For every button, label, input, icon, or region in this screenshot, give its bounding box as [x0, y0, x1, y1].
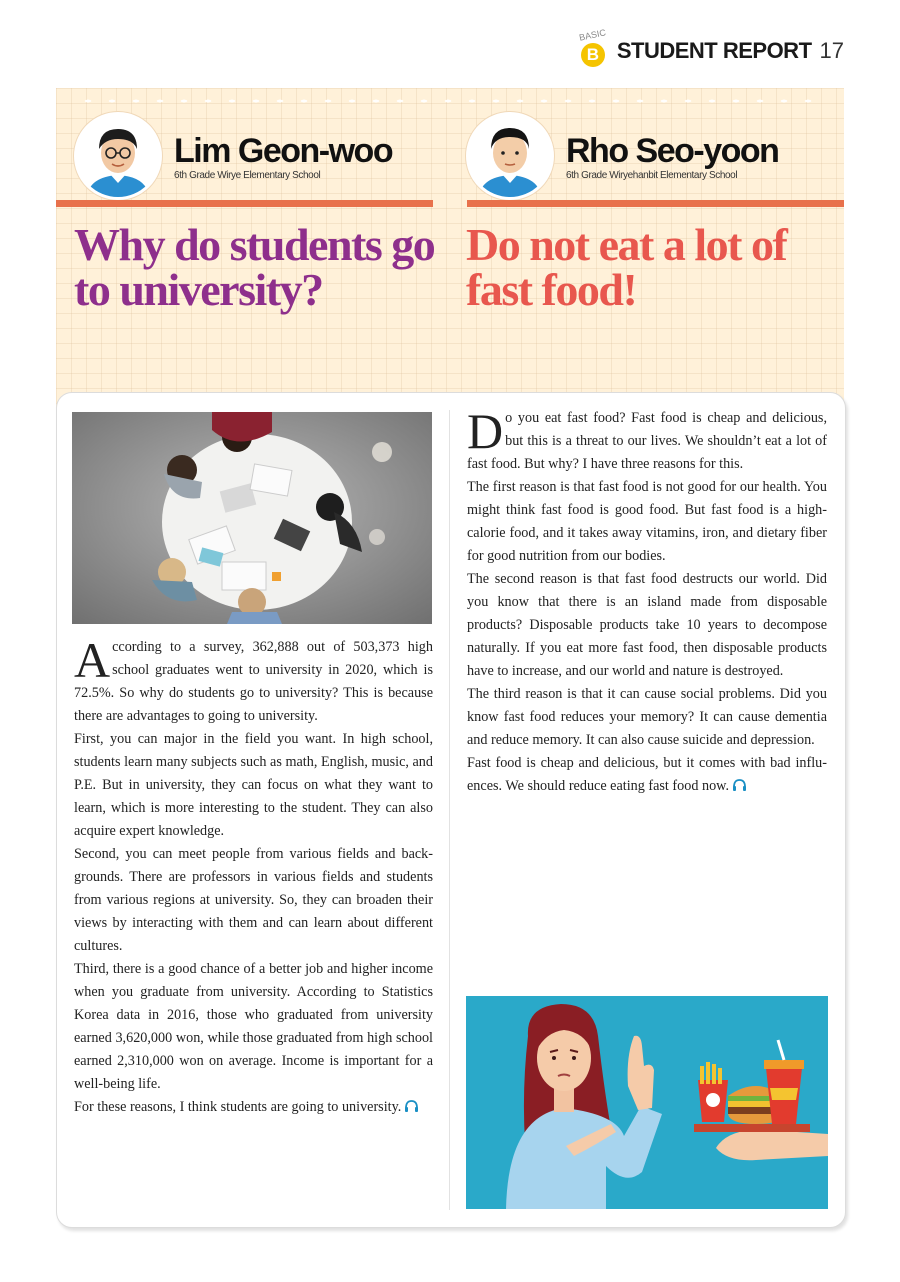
students-studying-photo	[72, 412, 432, 624]
author-left-name: Lim Geon-woo	[174, 131, 393, 170]
author-right	[466, 112, 778, 200]
left-paragraph-4: Third, there is a good chance of a better job and higher income when you graduate from university. According to Statistics Korea data in 2016, those who graduated from university earned 3,620,000 won, while those graduated from high school earned 2,310,000 won on average. Income is important for a well-being life.	[74, 961, 433, 1092]
right-paragraph-1: o you eat fast food? Fast food is cheap and delicious, but this is a threat to our lives. We shouldn’t eat a lot of fast food. But why? I have three reasons for this.	[467, 410, 827, 472]
right-drop-cap: D	[467, 403, 504, 459]
page-header	[578, 27, 844, 72]
author-right-photo	[466, 112, 554, 200]
left-paragraph-5: For these reasons, I think students are going to university.	[74, 1099, 402, 1115]
right-paragraph-5: Fast food is cheap and delicious, but it comes with bad influences. We should reduce eating fast food now.	[467, 755, 827, 794]
left-orange-rule	[56, 200, 433, 207]
right-headline-line1: Do not eat a lot of	[466, 219, 787, 270]
left-headline-line2: to university?	[74, 264, 323, 315]
section-title: STUDENT REPORT	[616, 38, 812, 63]
author-right-school: 6th Grade Wiryehanbit Elementary School	[566, 169, 738, 181]
headphones-icon	[732, 778, 747, 792]
page-number: 17	[819, 38, 844, 63]
badge-basic-label: BASIC	[578, 27, 607, 43]
right-orange-rule	[467, 200, 844, 207]
notebook-holes	[76, 96, 824, 106]
right-paragraph-2: The first reason is that fast food is not good for our health. You might think fast food is good food. But fast food is a high-calorie food, and it takes away vitamins, iron, and dietary fiber for good nutrition from our bodies.	[467, 479, 827, 564]
right-article	[467, 403, 827, 798]
right-headline-line2: fast food!	[466, 264, 637, 315]
author-right-name: Rho Seo-yoon	[566, 131, 779, 170]
basic-badge-icon	[578, 27, 609, 72]
right-headline	[466, 219, 836, 315]
right-paragraph-3: The second reason is that fast food destructs our world. Did you know that there is an island made from disposable products? Disposable products take 10 years to decompose naturally. If you eat more fast food, then disposable products have to increase, and our world and nature is destroyed.	[467, 571, 827, 679]
author-left-school: 6th Grade Wirye Elementary School	[174, 169, 321, 181]
badge-letter: B	[581, 43, 605, 67]
author-left	[74, 112, 392, 200]
right-paragraph-4: The third reason is that it can cause social problems. Did you know fast food reduces your memory? It can cause dementia and reduce memory. It can also cause suicide and depression.	[467, 686, 827, 748]
author-left-photo	[74, 112, 162, 200]
left-headline-line1: Why do students go	[74, 219, 435, 270]
column-divider	[449, 410, 450, 1210]
left-article	[74, 632, 433, 1119]
left-paragraph-2: First, you can major in the field you want. In high school, students learn many subjects such as math, English, music, and P.E. But in university, they can focus on what they want to learn, which is more interesting to the student. They can also acquire expert knowledge.	[74, 731, 433, 839]
left-paragraph-3: Second, you can meet people from various fields and backgrounds. There are professors in various fields and students from various regions at university. So, they can broaden their views by interacting with them and can learn about different cultures.	[74, 846, 433, 954]
headphones-icon	[404, 1099, 419, 1113]
left-drop-cap: A	[74, 632, 111, 688]
fast-food-refusal-illustration	[466, 996, 828, 1209]
left-headline	[74, 219, 444, 315]
left-paragraph-1: ccording to a survey, 362,888 out of 503,373 high school graduates went to university in 2020, which is 72.5%. So why do students go to university? This is because there are advantages to going to university.	[74, 639, 433, 724]
